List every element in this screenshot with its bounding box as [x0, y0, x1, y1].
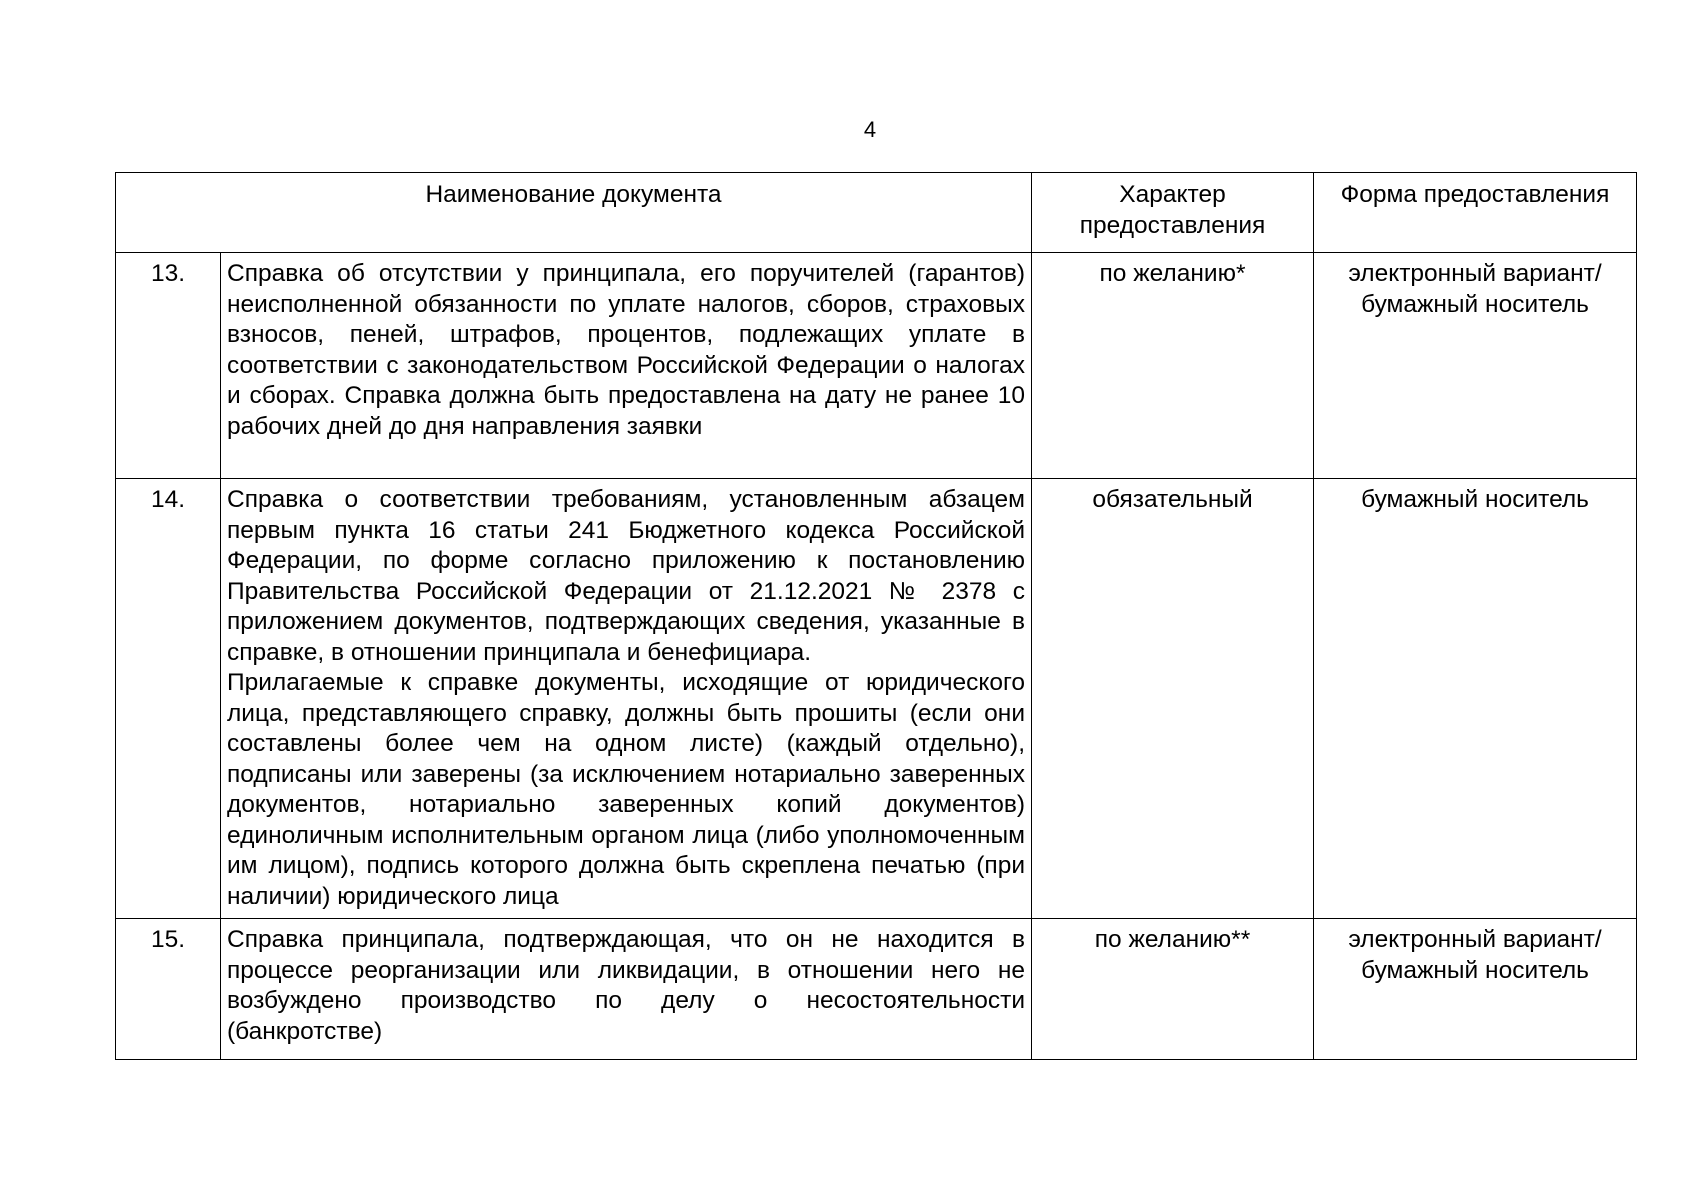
character-cell: по желанию*	[1032, 253, 1314, 479]
character-cell: обязательный	[1032, 479, 1314, 919]
documents-table	[115, 172, 1637, 1060]
row-number: 14.	[116, 479, 221, 919]
header-document-name: Наименование документа	[116, 173, 1032, 253]
form-cell: бумажный носитель	[1314, 479, 1637, 919]
document-description: Прилагаемые к справке документы, исходящие от юридического лица, представляющего справку, должны быть прошиты (если они составлены более чем на одном листе) (каждый отдельно), подписаны или заверены (за исключением нотариально заверенных документов, нотариально заверенных копий документов) единоличным исполнительным органом лица (либо уполномоченным им лицом), подпись которого должна быть скреплена печатью (при наличии) юридического лица	[227, 669, 1026, 910]
document-name-cell	[221, 253, 1032, 479]
page-number: 4	[863, 117, 877, 142]
document-description: Справка об отсутствии у принципала, его поручителей (гарантов) неисполненной обязанности по уплате налогов, сборов, страховых взносов, пеней, штрафов, процентов, подлежащих уплате в соответствии с законодательством Российской Федерации о налогах и сборах. Справка должна быть предоставлена на дату не ранее 10 рабочих дней до дня направления заявки	[227, 260, 1026, 440]
table-row	[116, 919, 1637, 1060]
table-row	[116, 253, 1637, 479]
table-row	[116, 479, 1637, 919]
form-cell: электронный вариант/ бумажный носитель	[1314, 253, 1637, 479]
document-name-cell	[221, 919, 1032, 1060]
form-cell: электронный вариант/ бумажный носитель	[1314, 919, 1637, 1060]
table-header-row	[116, 173, 1637, 253]
document-description: Справка о соответствии требованиям, установленным абзацем первым пункта 16 статьи 241 Бюджетного кодекса Российской Федерации, по форме согласно приложению к постановлению Правительства Российской Федерации от 21.12.2021 № 2378 с приложением документов, подтверждающих сведения, указанные в справке, в отношении принципала и бенефициара.	[227, 486, 1026, 666]
row-number: 13.	[116, 253, 221, 479]
row-number: 15.	[116, 919, 221, 1060]
document-name-cell	[221, 479, 1032, 919]
header-character: Характер предоставления	[1032, 173, 1314, 253]
document-description: Справка принципала, подтверждающая, что он не находится в процессе реорганизации или ликвидации, в отношении него не возбуждено производство по делу о несостоятельности (банкротстве)	[227, 926, 1026, 1045]
character-cell: по желанию**	[1032, 919, 1314, 1060]
header-form: Форма предоставления	[1314, 173, 1637, 253]
